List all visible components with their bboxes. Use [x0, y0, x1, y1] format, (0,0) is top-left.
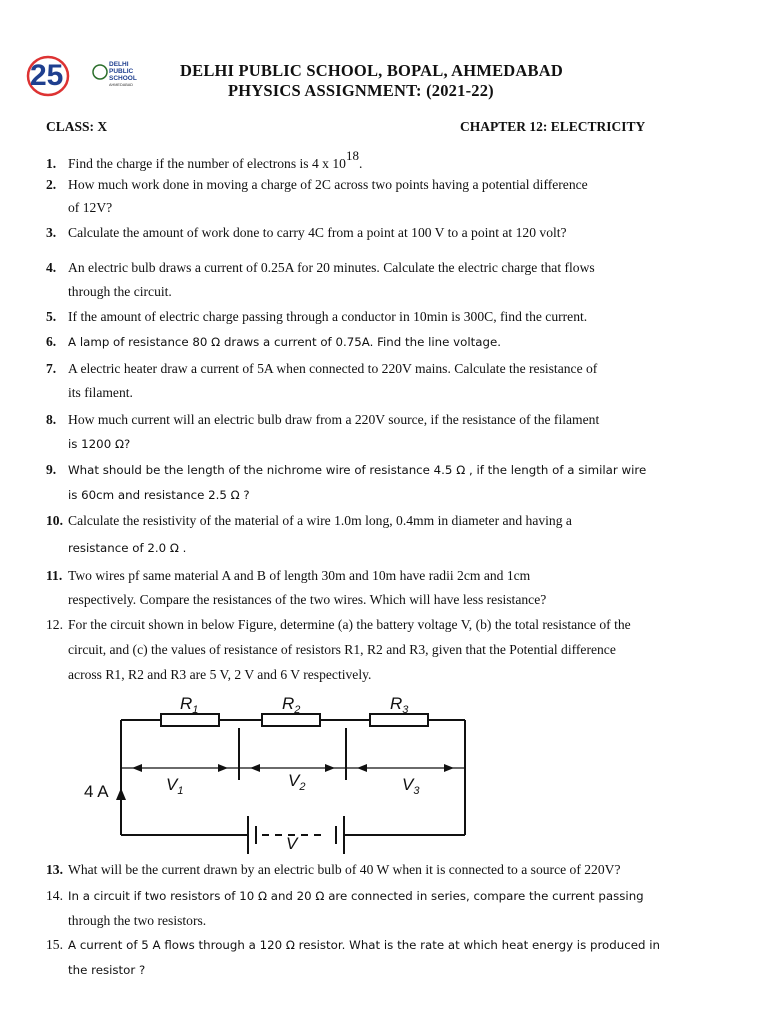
- question-11-cont: respectively. Compare the resistances of the two wires. Which will have less resistance?: [68, 592, 547, 607]
- question-3: 3. Calculate the amount of work done to carry 4C from a point at 100 V to a point at 120 volt?: [46, 225, 567, 240]
- assignment-title: PHYSICS ASSIGNMENT: (2021-22): [228, 81, 494, 100]
- question-6: 6. A lamp of resistance 80 Ω draws a current of 0.75A. Find the line voltage.: [46, 334, 501, 349]
- question-12-cont-2: across R1, R2 and R3 are 5 V, 2 V and 6 V respectively.: [68, 667, 372, 682]
- question-2: 2. How much work done in moving a charge of 2C across two points having a potential difference: [46, 177, 588, 192]
- logo-text-2: PUBLIC: [109, 68, 134, 75]
- question-7: 7. A electric heater draw a current of 5A when connected to 220V mains. Calculate the resistance of: [46, 361, 598, 376]
- label-r3: $R_3$: [390, 694, 409, 716]
- question-7-cont: its filament.: [68, 385, 133, 400]
- arrow-right-1-icon: [218, 764, 228, 772]
- arrow-left-1-icon: [132, 764, 142, 772]
- question-12-cont-1: circuit, and (c) the values of resistance of resistors R1, R2 and R3, given that the Potential difference: [68, 642, 616, 657]
- question-4: 4. An electric bulb draws a current of 0.25A for 20 minutes. Calculate the electric charge that flows: [46, 260, 595, 275]
- logo-number: 25: [30, 59, 64, 92]
- arrow-right-2-icon: [325, 764, 335, 772]
- logo-text-1: DELHI: [109, 61, 129, 68]
- label-v1: $V_1$: [166, 775, 184, 797]
- chapter-label: CHAPTER 12: ELECTRICITY: [460, 119, 646, 134]
- question-10: 10. Calculate the resistivity of the material of a wire 1.0m long, 0.4mm in diameter and having a: [46, 513, 572, 528]
- label-r2: $R_2$: [282, 694, 301, 716]
- resistor-r2: [262, 714, 320, 726]
- label-battery: V: [286, 834, 298, 853]
- question-15-cont: the resistor ?: [68, 963, 146, 977]
- question-15: 15. A current of 5 A flows through a 120 Ω resistor. What is the rate at which heat energy is produced in: [46, 937, 660, 952]
- question-9-cont: is 60cm and resistance 2.5 Ω ?: [68, 488, 250, 502]
- label-r1: $R_1$: [180, 694, 199, 716]
- label-current: 4 A: [84, 782, 109, 801]
- class-label: CLASS: X: [46, 119, 108, 134]
- question-1: 1. Find the charge if the number of electrons is 4 x 1018.: [46, 148, 363, 171]
- school-name: DELHI PUBLIC SCHOOL, BOPAL, AHMEDABAD: [180, 61, 563, 80]
- logo-text-3: SCHOOL: [109, 75, 137, 82]
- question-14: 14. In a circuit if two resistors of 10 Ω and 20 Ω are connected in series, compare the current passing: [46, 888, 644, 903]
- question-12: 12. For the circuit shown in below Figure, determine (a) the battery voltage V, (b) the total resistance of the: [46, 617, 631, 632]
- question-8-cont: is 1200 Ω?: [68, 437, 131, 451]
- question-8: 8. How much current will an electric bulb draw from a 220V source, if the resistance of the filament: [46, 412, 600, 427]
- arrow-left-2-icon: [250, 764, 260, 772]
- logo-caption: AHMEDABAD: [109, 83, 134, 87]
- label-v3: $V_3$: [402, 775, 420, 797]
- question-2-cont: of 12V?: [68, 200, 113, 215]
- resistor-r3: [370, 714, 428, 726]
- question-9: 9. What should be the length of the nichrome wire of resistance 4.5 Ω , if the length of a similar wire: [46, 462, 647, 477]
- resistor-r1: [161, 714, 219, 726]
- question-14-cont: through the two resistors.: [68, 913, 207, 928]
- arrow-left-3-icon: [357, 764, 367, 772]
- question-13: 13. What will be the current drawn by an electric bulb of 40 W when it is connected to a source of 220V?: [46, 862, 621, 877]
- question-5: 5. If the amount of electric charge passing through a conductor in 10min is 300C, find the current.: [46, 309, 588, 324]
- circuit-diagram: [84, 690, 484, 856]
- arrow-right-3-icon: [444, 764, 454, 772]
- school-logo: [26, 52, 144, 98]
- question-11: 11. Two wires pf same material A and B of length 30m and 10m have radii 2cm and 1cm: [46, 568, 531, 583]
- current-arrow-icon: [116, 788, 126, 800]
- label-v2: $V_2$: [288, 771, 306, 793]
- question-10-cont: resistance of 2.0 Ω .: [68, 541, 187, 555]
- logo-emblem-icon: [93, 65, 107, 79]
- question-4-cont: through the circuit.: [68, 284, 172, 299]
